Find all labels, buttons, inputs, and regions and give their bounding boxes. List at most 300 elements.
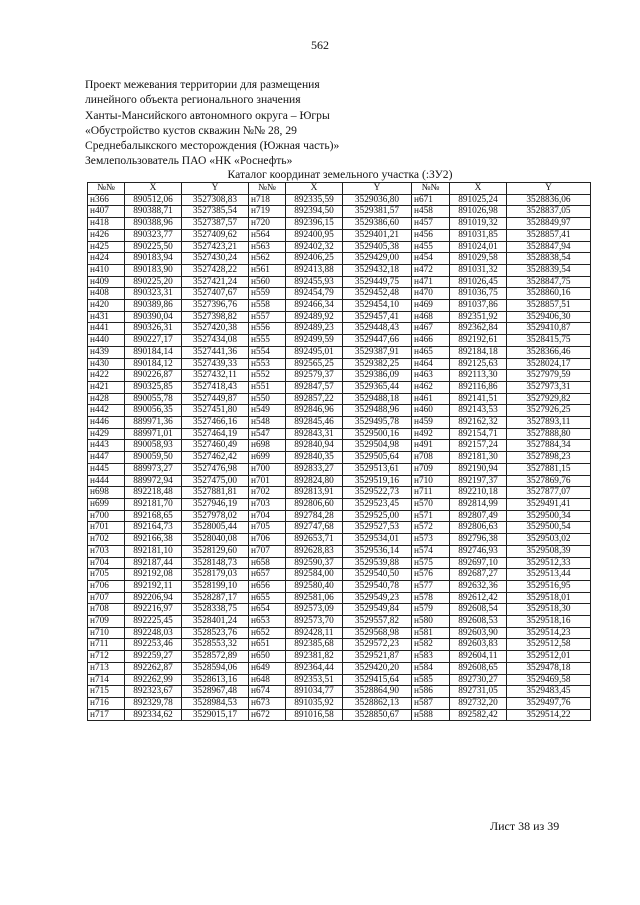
coordinate-cell: 3527434,08 bbox=[182, 335, 249, 347]
point-id-cell: н492 bbox=[412, 428, 450, 440]
point-id-cell: н650 bbox=[249, 651, 286, 663]
coordinate-cell: 3529488,96 bbox=[343, 405, 412, 417]
point-id-cell: н491 bbox=[412, 440, 450, 452]
point-id-cell: н704 bbox=[88, 557, 125, 569]
point-id-cell: н469 bbox=[412, 300, 450, 312]
coordinate-cell: 890323,31 bbox=[125, 288, 182, 300]
coordinate-cell: 3527385,54 bbox=[182, 206, 249, 218]
point-id-cell: н709 bbox=[412, 463, 450, 475]
coordinate-cell: 892454,79 bbox=[286, 288, 343, 300]
point-id-cell: н580 bbox=[412, 616, 450, 628]
point-id-cell: н555 bbox=[249, 335, 286, 347]
coordinate-cell: 3528836,06 bbox=[507, 194, 591, 206]
coordinate-cell: 3527475,00 bbox=[182, 475, 249, 487]
header-line: Землепользователь ПАО «НК «Роснефть» bbox=[85, 154, 293, 168]
coordinate-cell: 892253,46 bbox=[125, 639, 182, 651]
point-id-cell: н409 bbox=[88, 276, 125, 288]
coordinate-cell: 3528847,94 bbox=[507, 241, 591, 253]
coordinate-cell: 892334,62 bbox=[125, 709, 182, 721]
coordinate-cell: 3527407,67 bbox=[182, 288, 249, 300]
coordinate-cell: 3529500,34 bbox=[507, 510, 591, 522]
point-id-cell: н673 bbox=[249, 697, 286, 709]
point-id-cell: н574 bbox=[412, 545, 450, 557]
point-id-cell: н562 bbox=[249, 253, 286, 265]
point-id-cell: н672 bbox=[249, 709, 286, 721]
point-id-cell: н705 bbox=[249, 522, 286, 534]
column-header: X bbox=[125, 183, 182, 195]
point-id-cell: н551 bbox=[249, 381, 286, 393]
coordinate-cell: 3529386,09 bbox=[343, 370, 412, 382]
table-row bbox=[88, 510, 591, 522]
table-row bbox=[88, 323, 591, 335]
coordinate-cell: 3529503,02 bbox=[507, 534, 591, 546]
coordinate-cell: 3527926,25 bbox=[507, 405, 591, 417]
point-id-cell: н553 bbox=[249, 358, 286, 370]
table-row bbox=[88, 709, 591, 721]
page-number: 562 bbox=[311, 38, 329, 52]
coordinate-cell: 892495,01 bbox=[286, 346, 343, 358]
coordinate-cell: 892197,37 bbox=[450, 475, 507, 487]
coordinate-cell: 3529505,64 bbox=[343, 452, 412, 464]
coordinate-cell: 3529429,00 bbox=[343, 253, 412, 265]
point-id-cell: н407 bbox=[88, 206, 125, 218]
coordinate-cell: 3529488,18 bbox=[343, 393, 412, 405]
coordinate-cell: 892608,53 bbox=[450, 616, 507, 628]
coordinate-cell: 3529540,50 bbox=[343, 569, 412, 581]
point-id-cell: н581 bbox=[412, 627, 450, 639]
coordinate-cell: 3527396,76 bbox=[182, 300, 249, 312]
table-row bbox=[88, 697, 591, 709]
coordinate-cell: 3527409,62 bbox=[182, 229, 249, 241]
coordinate-cell: 890226,87 bbox=[125, 370, 182, 382]
coordinate-cell: 890227,17 bbox=[125, 335, 182, 347]
coordinate-cell: 889972,94 bbox=[125, 475, 182, 487]
table-row bbox=[88, 405, 591, 417]
coordinate-cell: 892225,45 bbox=[125, 616, 182, 628]
coordinate-cell: 892697,10 bbox=[450, 557, 507, 569]
coordinate-cell: 892362,84 bbox=[450, 323, 507, 335]
coordinate-cell: 892262,99 bbox=[125, 674, 182, 686]
coordinate-cell: 3528129,60 bbox=[182, 545, 249, 557]
point-id-cell: н429 bbox=[88, 428, 125, 440]
coordinate-cell: 890225,50 bbox=[125, 241, 182, 253]
coordinate-cell: 3529432,18 bbox=[343, 264, 412, 276]
coordinate-cell: 892157,24 bbox=[450, 440, 507, 452]
coordinate-cell: 3529516,95 bbox=[507, 580, 591, 592]
table-row bbox=[88, 206, 591, 218]
coordinate-cell: 890055,78 bbox=[125, 393, 182, 405]
coordinate-cell: 3529518,30 bbox=[507, 604, 591, 616]
coordinate-cell: 3529500,16 bbox=[343, 428, 412, 440]
coordinate-cell: 3528594,06 bbox=[182, 662, 249, 674]
point-id-cell: н547 bbox=[249, 428, 286, 440]
coordinate-cell: 892687,27 bbox=[450, 569, 507, 581]
point-id-cell: н652 bbox=[249, 627, 286, 639]
header-line: «Обустройство кустов скважин №№ 28, 29 bbox=[85, 123, 297, 137]
coordinate-cell: 892192,61 bbox=[450, 335, 507, 347]
coordinate-cell: 890323,77 bbox=[125, 229, 182, 241]
coordinate-cell: 3529512,58 bbox=[507, 639, 591, 651]
coordinate-cell: 891029,58 bbox=[450, 253, 507, 265]
coordinate-cell: 3528857,41 bbox=[507, 229, 591, 241]
coordinate-cell: 892353,51 bbox=[286, 674, 343, 686]
point-id-cell: н709 bbox=[88, 616, 125, 628]
coordinate-cell: 892406,25 bbox=[286, 253, 343, 265]
coordinate-cell: 890056,35 bbox=[125, 405, 182, 417]
coordinate-cell: 3529386,60 bbox=[343, 218, 412, 230]
point-id-cell: н707 bbox=[88, 592, 125, 604]
coordinate-cell: 892335,59 bbox=[286, 194, 343, 206]
table-row bbox=[88, 463, 591, 475]
coordinate-cell: 891037,86 bbox=[450, 300, 507, 312]
coordinate-cell: 3528984,53 bbox=[182, 697, 249, 709]
point-id-cell: н700 bbox=[249, 463, 286, 475]
point-id-cell: н454 bbox=[412, 253, 450, 265]
coordinate-cell: 892608,54 bbox=[450, 604, 507, 616]
coordinate-cell: 892499,59 bbox=[286, 335, 343, 347]
coordinate-cell: 3528860,16 bbox=[507, 288, 591, 300]
coordinate-cell: 3529519,16 bbox=[343, 475, 412, 487]
coordinate-cell: 891016,58 bbox=[286, 709, 343, 721]
coordinate-cell: 3527462,42 bbox=[182, 452, 249, 464]
coordinate-cell: 890512,06 bbox=[125, 194, 182, 206]
coordinate-cell: 3529504,98 bbox=[343, 440, 412, 452]
coordinate-cell: 3529539,88 bbox=[343, 557, 412, 569]
point-id-cell: н570 bbox=[412, 498, 450, 510]
table-row bbox=[88, 475, 591, 487]
column-header: X bbox=[286, 183, 343, 195]
coordinate-cell: 3529527,53 bbox=[343, 522, 412, 534]
coordinate-cell: 892807,49 bbox=[450, 510, 507, 522]
point-id-cell: н458 bbox=[412, 206, 450, 218]
table-row bbox=[88, 218, 591, 230]
point-id-cell: н706 bbox=[249, 534, 286, 546]
coordinate-cell: 3528148,73 bbox=[182, 557, 249, 569]
table-row bbox=[88, 651, 591, 663]
coordinate-cell: 892603,90 bbox=[450, 627, 507, 639]
point-id-cell: н564 bbox=[249, 229, 286, 241]
coordinate-cell: 3529405,38 bbox=[343, 241, 412, 253]
coordinate-cell: 3529514,22 bbox=[507, 709, 591, 721]
coordinate-cell: 3528849,97 bbox=[507, 218, 591, 230]
point-id-cell: н719 bbox=[249, 206, 286, 218]
coordinate-cell: 892143,53 bbox=[450, 405, 507, 417]
coordinate-cell: 892364,44 bbox=[286, 662, 343, 674]
coordinate-cell: 3527398,82 bbox=[182, 311, 249, 323]
header-line: Проект межевания территории для размещения bbox=[85, 78, 320, 91]
coordinate-cell: 3527979,59 bbox=[507, 370, 591, 382]
point-id-cell: н656 bbox=[249, 580, 286, 592]
coordinate-cell: 892168,65 bbox=[125, 510, 182, 522]
coordinate-cell: 890184,12 bbox=[125, 358, 182, 370]
coordinate-cell: 3527430,24 bbox=[182, 253, 249, 265]
point-id-cell: н426 bbox=[88, 229, 125, 241]
point-id-cell: н470 bbox=[412, 288, 450, 300]
point-id-cell: н439 bbox=[88, 346, 125, 358]
coordinate-cell: 891031,85 bbox=[450, 229, 507, 241]
coordinate-cell: 892125,63 bbox=[450, 358, 507, 370]
coordinate-cell: 3527432,11 bbox=[182, 370, 249, 382]
coordinate-cell: 3529457,41 bbox=[343, 311, 412, 323]
coordinate-cell: 3529513,61 bbox=[343, 463, 412, 475]
coordinate-cell: 892184,18 bbox=[450, 346, 507, 358]
point-id-cell: н655 bbox=[249, 592, 286, 604]
point-id-cell: н671 bbox=[412, 194, 450, 206]
point-id-cell: н557 bbox=[249, 311, 286, 323]
coordinate-cell: 3529401,21 bbox=[343, 229, 412, 241]
point-id-cell: н701 bbox=[88, 522, 125, 534]
coordinate-cell: 892608,65 bbox=[450, 662, 507, 674]
coordinate-cell: 3528040,08 bbox=[182, 534, 249, 546]
coordinate-cell: 892806,63 bbox=[450, 522, 507, 534]
table-row bbox=[88, 241, 591, 253]
coordinate-cell: 892847,57 bbox=[286, 381, 343, 393]
header-line: Среднебалыкского месторождения (Южная часть)» bbox=[85, 139, 340, 153]
table-row bbox=[88, 569, 591, 581]
point-id-cell: н712 bbox=[88, 651, 125, 663]
table-row bbox=[88, 335, 591, 347]
column-header: №№ bbox=[249, 183, 286, 195]
coordinate-cell: 3527451,80 bbox=[182, 405, 249, 417]
point-id-cell: н583 bbox=[412, 651, 450, 663]
sheet-number: Лист 38 из 39 bbox=[490, 819, 560, 833]
coordinate-cell: 3529518,01 bbox=[507, 592, 591, 604]
coordinate-cell: 892381,82 bbox=[286, 651, 343, 663]
point-id-cell: н648 bbox=[249, 674, 286, 686]
table-row bbox=[88, 452, 591, 464]
coordinate-cell: 3527441,36 bbox=[182, 346, 249, 358]
table-row bbox=[88, 627, 591, 639]
coordinate-cell: 889971,36 bbox=[125, 417, 182, 429]
coordinate-cell: 3529568,98 bbox=[343, 627, 412, 639]
table-row bbox=[88, 440, 591, 452]
table-row bbox=[88, 194, 591, 206]
point-id-cell: н428 bbox=[88, 393, 125, 405]
coordinate-cell: 3527420,38 bbox=[182, 323, 249, 335]
table-row bbox=[88, 604, 591, 616]
coordinate-cell: 3527869,76 bbox=[507, 475, 591, 487]
coordinate-cell: 3527978,02 bbox=[182, 510, 249, 522]
coordinate-cell: 3528024,17 bbox=[507, 358, 591, 370]
point-id-cell: н708 bbox=[88, 604, 125, 616]
coordinate-cell: 892580,40 bbox=[286, 580, 343, 592]
coordinate-cell: 3529549,23 bbox=[343, 592, 412, 604]
coordinate-cell: 892190,94 bbox=[450, 463, 507, 475]
coordinate-cell: 3528862,13 bbox=[343, 697, 412, 709]
coordinate-cell: 3529523,45 bbox=[343, 498, 412, 510]
table-row bbox=[88, 253, 591, 265]
point-id-cell: н704 bbox=[249, 510, 286, 522]
point-id-cell: н651 bbox=[249, 639, 286, 651]
coordinate-cell: 890183,90 bbox=[125, 264, 182, 276]
coordinate-cell: 3529406,30 bbox=[507, 311, 591, 323]
coordinate-cell: 892413,88 bbox=[286, 264, 343, 276]
point-id-cell: н431 bbox=[88, 311, 125, 323]
point-id-cell: н572 bbox=[412, 522, 450, 534]
point-id-cell: н706 bbox=[88, 580, 125, 592]
point-id-cell: н410 bbox=[88, 264, 125, 276]
point-id-cell: н444 bbox=[88, 475, 125, 487]
coordinate-cell: 3528857,51 bbox=[507, 300, 591, 312]
point-id-cell: н563 bbox=[249, 241, 286, 253]
point-id-cell: н447 bbox=[88, 452, 125, 464]
coordinate-cell: 892154,71 bbox=[450, 428, 507, 440]
point-id-cell: н446 bbox=[88, 417, 125, 429]
coordinate-cell: 3529513,44 bbox=[507, 569, 591, 581]
coordinate-cell: 892402,32 bbox=[286, 241, 343, 253]
point-id-cell: н549 bbox=[249, 405, 286, 417]
coordinate-cell: 892612,42 bbox=[450, 592, 507, 604]
coordinate-cell: 3527387,57 bbox=[182, 218, 249, 230]
point-id-cell: н418 bbox=[88, 218, 125, 230]
coordinate-cell: 3527893,11 bbox=[507, 417, 591, 429]
coordinate-cell: 892840,35 bbox=[286, 452, 343, 464]
point-id-cell: н561 bbox=[249, 264, 286, 276]
coordinate-cell: 892590,37 bbox=[286, 557, 343, 569]
coordinate-cell: 3529525,00 bbox=[343, 510, 412, 522]
coordinate-cell: 3528838,54 bbox=[507, 253, 591, 265]
coordinate-cell: 892840,94 bbox=[286, 440, 343, 452]
table-row bbox=[88, 674, 591, 686]
coordinate-cell: 892833,27 bbox=[286, 463, 343, 475]
point-id-cell: н467 bbox=[412, 323, 450, 335]
point-id-cell: н703 bbox=[249, 498, 286, 510]
coordinate-cell: 890184,14 bbox=[125, 346, 182, 358]
point-id-cell: н657 bbox=[249, 569, 286, 581]
coordinate-cell: 890390,04 bbox=[125, 311, 182, 323]
coordinate-cell: 892579,37 bbox=[286, 370, 343, 382]
point-id-cell: н577 bbox=[412, 580, 450, 592]
coordinate-cell: 892632,36 bbox=[450, 580, 507, 592]
coordinate-cell: 892730,27 bbox=[450, 674, 507, 686]
coordinate-cell: 3529521,87 bbox=[343, 651, 412, 663]
coordinate-cell: 892181,10 bbox=[125, 545, 182, 557]
table-row bbox=[88, 545, 591, 557]
coordinate-cell: 3528401,24 bbox=[182, 616, 249, 628]
table-row bbox=[88, 370, 591, 382]
coordinate-cell: 3529508,39 bbox=[507, 545, 591, 557]
coordinate-cell: 3529365,44 bbox=[343, 381, 412, 393]
coordinate-cell: 892192,08 bbox=[125, 569, 182, 581]
coordinate-cell: 3527898,23 bbox=[507, 452, 591, 464]
point-id-cell: н558 bbox=[249, 300, 286, 312]
point-id-cell: н588 bbox=[412, 709, 450, 721]
coordinate-cell: 3528338,75 bbox=[182, 604, 249, 616]
point-id-cell: н582 bbox=[412, 639, 450, 651]
coordinate-cell: 889971,01 bbox=[125, 428, 182, 440]
table-row bbox=[88, 534, 591, 546]
point-id-cell: н552 bbox=[249, 370, 286, 382]
point-id-cell: н649 bbox=[249, 662, 286, 674]
coordinate-cell: 891026,98 bbox=[450, 206, 507, 218]
coordinate-cell: 892141,51 bbox=[450, 393, 507, 405]
point-id-cell: н408 bbox=[88, 288, 125, 300]
coordinate-cell: 892582,42 bbox=[450, 709, 507, 721]
point-id-cell: н710 bbox=[412, 475, 450, 487]
coordinate-cell: 3527884,34 bbox=[507, 440, 591, 452]
coordinate-cell: 892581,06 bbox=[286, 592, 343, 604]
coordinate-cell: 3528523,76 bbox=[182, 627, 249, 639]
point-id-cell: н471 bbox=[412, 276, 450, 288]
table-row bbox=[88, 300, 591, 312]
point-id-cell: н420 bbox=[88, 300, 125, 312]
coordinate-cell: 892323,67 bbox=[125, 686, 182, 698]
point-id-cell: н457 bbox=[412, 218, 450, 230]
column-header: Y bbox=[182, 183, 249, 195]
coordinate-cell: 3528850,67 bbox=[343, 709, 412, 721]
coordinate-cell: 892565,25 bbox=[286, 358, 343, 370]
point-id-cell: н424 bbox=[88, 253, 125, 265]
coordinate-cell: 892814,99 bbox=[450, 498, 507, 510]
point-id-cell: н586 bbox=[412, 686, 450, 698]
coordinate-cell: 3527881,81 bbox=[182, 487, 249, 499]
coordinate-cell: 892653,71 bbox=[286, 534, 343, 546]
coordinate-cell: 892113,30 bbox=[450, 370, 507, 382]
coordinate-cell: 892192,11 bbox=[125, 580, 182, 592]
point-id-cell: н421 bbox=[88, 381, 125, 393]
table-row bbox=[88, 276, 591, 288]
coordinate-cell: 892732,20 bbox=[450, 697, 507, 709]
point-id-cell: н443 bbox=[88, 440, 125, 452]
point-id-cell: н705 bbox=[88, 569, 125, 581]
point-id-cell: н425 bbox=[88, 241, 125, 253]
point-id-cell: н578 bbox=[412, 592, 450, 604]
point-id-cell: н366 bbox=[88, 194, 125, 206]
coordinate-cell: 892210,18 bbox=[450, 487, 507, 499]
point-id-cell: н460 bbox=[412, 405, 450, 417]
column-header: Y bbox=[507, 183, 591, 195]
coordinate-cell: 891036,75 bbox=[450, 288, 507, 300]
coordinate-cell: 892584,00 bbox=[286, 569, 343, 581]
coordinate-cell: 3527476,98 bbox=[182, 463, 249, 475]
point-id-cell: н585 bbox=[412, 674, 450, 686]
point-id-cell: н440 bbox=[88, 335, 125, 347]
point-id-cell: н702 bbox=[88, 534, 125, 546]
coordinate-cell: 3529500,54 bbox=[507, 522, 591, 534]
point-id-cell: н456 bbox=[412, 229, 450, 241]
point-id-cell: н718 bbox=[249, 194, 286, 206]
coordinate-cell: 3528967,48 bbox=[182, 686, 249, 698]
point-id-cell: н556 bbox=[249, 323, 286, 335]
point-id-cell: н464 bbox=[412, 358, 450, 370]
coordinate-cell: 3528005,44 bbox=[182, 522, 249, 534]
coordinate-cell: 892806,60 bbox=[286, 498, 343, 510]
table-row bbox=[88, 417, 591, 429]
coordinate-cell: 3527888,80 bbox=[507, 428, 591, 440]
coordinate-cell: 891031,32 bbox=[450, 264, 507, 276]
table-row bbox=[88, 487, 591, 499]
coordinate-cell: 890225,20 bbox=[125, 276, 182, 288]
coordinate-cell: 3529454,10 bbox=[343, 300, 412, 312]
coordinate-cell: 3528553,32 bbox=[182, 639, 249, 651]
coordinate-cell: 3527466,16 bbox=[182, 417, 249, 429]
coordinate-cell: 892603,83 bbox=[450, 639, 507, 651]
document-header bbox=[85, 77, 585, 169]
table-row bbox=[88, 264, 591, 276]
coordinate-cell: 3529015,17 bbox=[182, 709, 249, 721]
point-id-cell: н714 bbox=[88, 674, 125, 686]
point-id-cell: н584 bbox=[412, 662, 450, 674]
coordinate-cell: 3529478,18 bbox=[507, 662, 591, 674]
coordinate-cell: 3529514,23 bbox=[507, 627, 591, 639]
coordinate-cell: 3527439,33 bbox=[182, 358, 249, 370]
coordinate-cell: 3527421,24 bbox=[182, 276, 249, 288]
point-id-cell: н713 bbox=[88, 662, 125, 674]
coordinate-cell: 890059,50 bbox=[125, 452, 182, 464]
header-line: линейного объекта регионального значения bbox=[85, 93, 301, 107]
coordinate-cell: 890389,86 bbox=[125, 300, 182, 312]
point-id-cell: н463 bbox=[412, 370, 450, 382]
